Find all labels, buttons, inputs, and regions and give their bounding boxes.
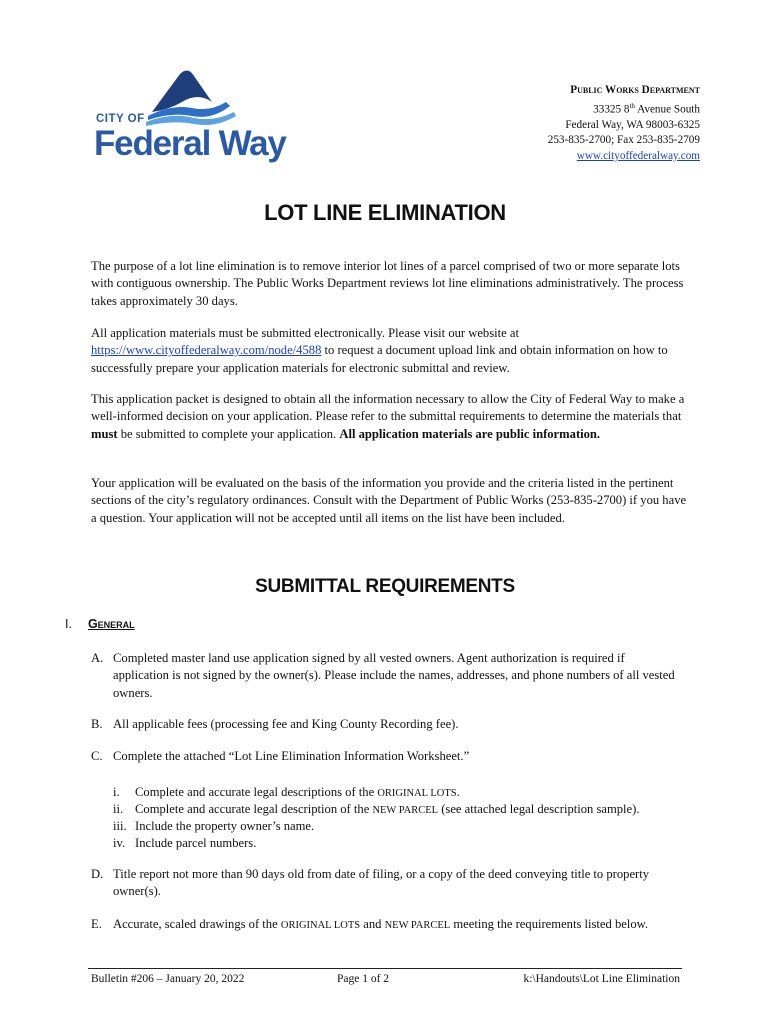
sub-item-i: i. Complete and accurate legal descriptions of the ORIGINAL LOTS. xyxy=(113,785,460,799)
upload-info-link[interactable]: https://www.cityoffederalway.com/node/4588 xyxy=(91,343,322,358)
paragraph-application-packet: This application packet is designed to obtain all the information necessary to allow the City of Federal Way to make a well-informed decision on your application. Please refer to the submittal requirements to determine the materials that must be submitted to complete your application. All application materials are public information. xyxy=(91,392,685,441)
department-phone: 253-835-2700; Fax 253-835-2709 xyxy=(547,134,700,147)
department-city: Federal Way, WA 98003-6325 xyxy=(565,118,700,131)
paragraph-electronic-submittal: All application materials must be submitted electronically. Please visit our website at https://www.cityoffederalway.com/node/4588 to request a document upload link and obtain information on how to successfully prepare your application materials for electronic submittal and review. xyxy=(91,326,668,375)
submittal-requirements-heading: SUBMITTAL REQUIREMENTS xyxy=(255,576,515,597)
footer-page-number: Page 1 of 2 xyxy=(337,973,390,985)
document-title: LOT LINE ELIMINATION xyxy=(264,200,506,225)
requirement-item-e: E. Accurate, scaled drawings of the ORIGINAL LOTS and NEW PARCEL meeting the requirements listed below. xyxy=(91,917,649,931)
department-address-block xyxy=(548,83,700,164)
requirement-item-c: C. Complete the attached “Lot Line Elimination Information Worksheet.” xyxy=(91,749,470,763)
sub-item-ii: ii. Complete and accurate legal description of the NEW PARCEL (see attached legal description sample). xyxy=(113,802,640,816)
section-general-heading: I. General xyxy=(65,617,135,631)
department-website-link[interactable]: www.cityoffederalway.com xyxy=(576,149,700,162)
sub-item-iii: iii. Include the property owner’s name. xyxy=(113,819,315,833)
footer-bulletin: Bulletin #206 – January 20, 2022 xyxy=(91,973,245,985)
logo-city-of-text: CITY OF xyxy=(96,113,145,125)
logo-federal-way-text: Federal Way xyxy=(94,124,286,163)
federal-way-wave-logo-icon xyxy=(142,68,242,126)
paragraph-evaluation: Your application will be evaluated on the basis of the information you provide and the criteria listed in the pertinent sections of the city’s regulatory ordinances. Consult with the Department of Public Works (253-835-2700) if you have a question. Your application will not be accepted until all items on the list have been included. xyxy=(91,476,687,525)
paragraph-purpose: The purpose of a lot line elimination is to remove interior lot lines of a parcel comprised of two or more separate lots with contiguous ownership. The Public Works Department reviews lot line eliminations administratively. The process takes approximately 30 days. xyxy=(91,259,684,308)
department-street: 33325 8th Avenue South xyxy=(593,101,700,116)
department-name: Public Works Department xyxy=(570,84,700,96)
footer-file-path: k:\Handouts\Lot Line Elimination xyxy=(523,973,680,985)
sub-item-iv: iv. Include parcel numbers. xyxy=(113,836,257,850)
requirement-item-b: B. All applicable fees (processing fee and King County Recording fee). xyxy=(91,717,459,731)
requirement-item-d: D. Title report not more than 90 days old from date of filing, or a copy of the deed conveying title to property owner(s). xyxy=(91,867,650,899)
city-logo xyxy=(94,68,284,168)
requirement-item-a: A. Completed master land use application signed by all vested owners. Agent authorization is required if application is not signed by the owner(s). Please include the names, addresses, and phone numbers of all vested owners. xyxy=(91,651,675,700)
footer-divider xyxy=(88,968,682,969)
